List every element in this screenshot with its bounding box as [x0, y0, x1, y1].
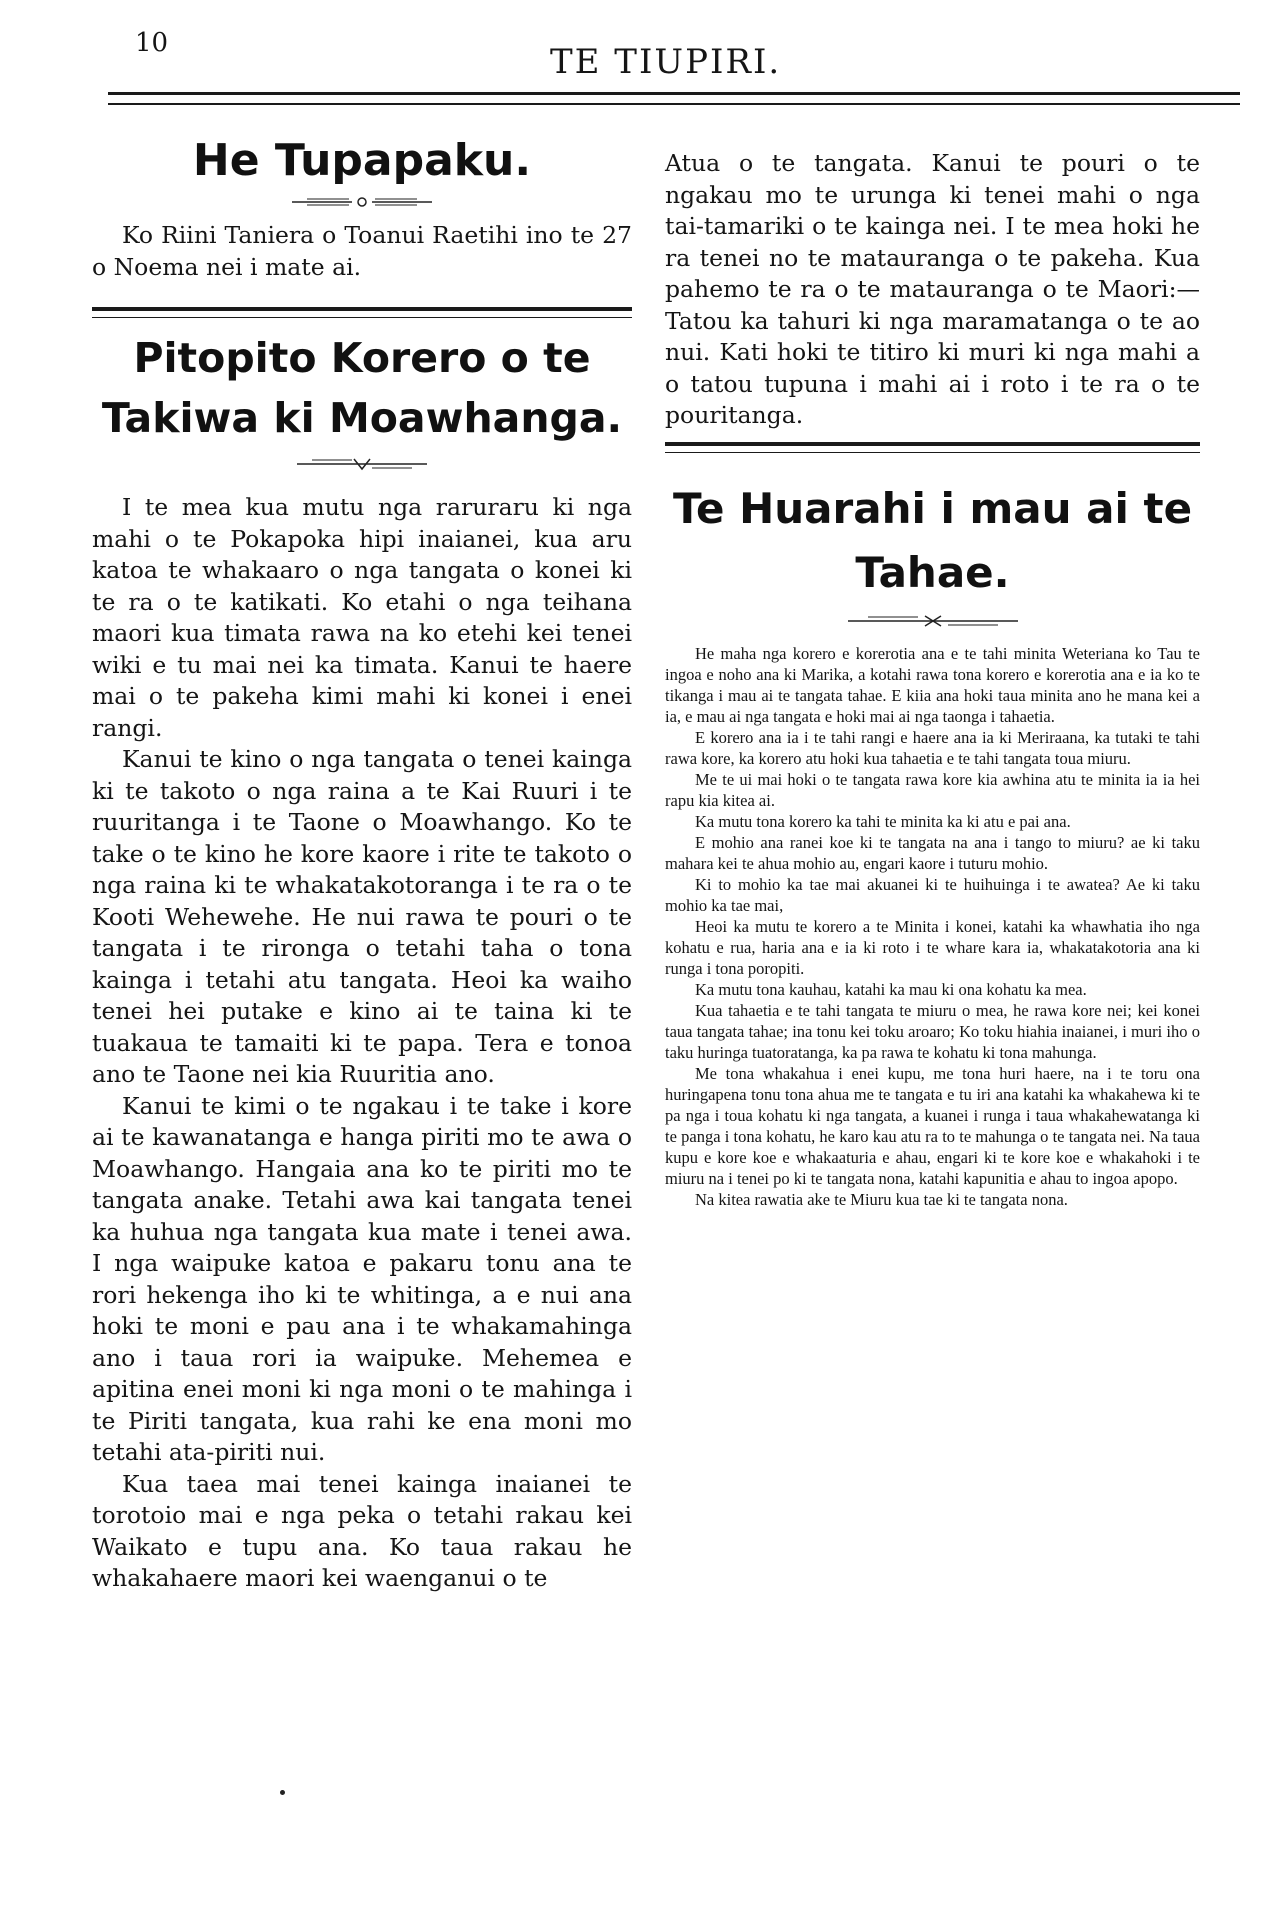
story-paragraph: Ka mutu tona kauhau, katahi ka mau ki ona kohatu ka mea.	[695, 979, 1087, 999]
death-notice-title: He Tupapaku.	[192, 135, 532, 186]
story-paragraph: Ka mutu tona korero ka tahi te minita ka ki atu e pai ana.	[695, 811, 1071, 831]
news-paragraph: Kanui te kino o nga tangata o tenei kainga ki te takoto o nga raina a te Kai Ruuri i te ruuritanga i te Taone o Moawhango. Ko te take o te kino he kore kaore i rite te takoto o nga raina ki te whakatakotoranga i te ra o te Kooti Wehewehe. He nui rawa te pouri o te tangata i te rironga o tetahi taha o tona kainga i tetahi atu tangata. Heoi ka waiho tenei hei putake e kino ai te taina ki te tuakaua te tamaiti ki te papa. Tera e tonoa ano te Taone nei kia Ruuritia ano.	[92, 745, 632, 1088]
news-paragraph: I te mea kua mutu nga raruraru ki nga mahi o te Pokapoka hipi inaianei, kua aru katoa te whakaaro o nga tangata o konei ki te ra o te katikati. Ko etahi o nga teihana maori kua timata rawa na ko etehi kei tenei wiki e tu mai nei ka timata. Kanui te haere mai o te pakeha kimi mahi ki konei i enei rangi.	[92, 493, 632, 742]
death-notice-text: Ko Riini Taniera o Toanui Raetihi ino te 27 o Noema nei i mate ai.	[92, 221, 632, 281]
news-paragraph: Kanui te kimi o te ngakau i te take i kore ai te kawanatanga e hanga piriti mo te awa o Moawhango. Hangaia ana ko te piriti mo te tangata anake. Tetahi awa kai tangata tenei ka huhua nga tangata kua mate i tenei awa. I nga waipuke katoa e pakaru tonu ana te rori hekenga iho ki te whitinga, a e nui ana hoki te moni e pau ana i te whakamahinga ano i taua rori ia waipuke. Mehemea e apitina enei moni ki nga moni o te mahinga i te Piriti tangata, kua rahi ke ena moni mo tetahi ata-piriti nui.	[92, 1091, 632, 1466]
story-paragraph: E korero ana ia i te tahi rangi e haere ana ia ki Meriraana, ka tutaki te tahi rawa kore, ka korero atu hoki kua tahaetia e te tahi tangata toua miuru.	[665, 727, 1200, 768]
story-paragraph: E mohio ana ranei koe ki te tangata na ana i tango to miuru? ae ki taku mahara kei te ahua mohio au, engari kaore i tuturu mohio.	[665, 832, 1200, 873]
section-rule	[92, 307, 632, 318]
page-number: 10	[135, 28, 169, 58]
story-paragraph: Me te ui mai hoki o te tangata rawa kore kia awhina atu te minita ia ia hei rapu kia kitea ai.	[665, 769, 1200, 810]
ornament-divider-icon	[292, 456, 432, 472]
story-paragraph: Me tona whakahua i enei kupu, me tona huri haere, na i te toru ona huringapena tonu tona ahua me te tangata e tu iri ana katahi ka whakahewa ki te pa nga i toua kohatu ki nga tangata, a kuanei i runga i taua whakahewatanga ki te panga i tona kohatu, he karo kau atu ra to te mahunga o te tangata nei. Na taua kupu e kore koe e whakaaturia e ahau, engari ki te kore koe e whakahoki i te miuru na i tenei po ki te tangata nona, katahi kapunitia e ahau to ingoa apopo.	[665, 1063, 1200, 1188]
story-paragraph: Ki to mohio ka tae mai akuanei ki te huihuinga i te awatea? Ae ki taku mohio ka tae mai,	[665, 874, 1200, 915]
story-paragraph: Kua tahaetia e te tahi tangata te miuru o mea, he rawa kore nei; kei konei taua tangata tahae; ina tonu kei toku aroaro; Ko toku hiahia inaianei, i muri iho o taku huringa tuatoratanga, ka pa rawa te kohatu ki tona mahunga.	[665, 1000, 1200, 1062]
news-paragraph: Kua taea mai tenei kainga inaianei te torotoio mai e nga peka o tetahi rakau kei Waikato e tupu ana. Ko taua rakau he whakahaere maori kei waenganui o te	[92, 1469, 632, 1592]
right-column	[665, 100, 1200, 1210]
left-column	[92, 100, 632, 1595]
story-paragraph: He maha nga korero e korerotia ana e te tahi minita Weteriana ko Tau te ingoa e noho ana ki Marika, a kotahi rawa tona korero e korerotia ana e ia ko te tikanga i mau ai te tangata tahae. E kiia ana hoki taua minita ano he mana kei a ia, e mau ai nga tangata e hoki mai ai nga taonga i tahaetia.	[665, 643, 1200, 726]
ornament-divider-icon	[287, 194, 437, 210]
running-title: TE TIUPIRI.	[550, 42, 782, 82]
story-paragraph: Na kitea rawatia ake te Miuru kua tae ki te tangata nona.	[695, 1189, 1068, 1209]
continuation-text: Atua o te tangata. Kanui te pouri o te ngakau mo te urunga ki tenei mahi o nga tai-tamariki o te kainga nei. I te mea hoki he ra tenei no te matauranga o te pakeha. Kua pahemo te ra o te matauranga o te Maori:—Tatou ka tahuri ki nga maramatanga o te ao nui. Kati hoki te titiro ki muri ki nga mahi a o tatou tupuna i mahi ai i roto i te ra o te pouritanga.	[665, 149, 1200, 429]
print-dot	[280, 1790, 285, 1795]
ornament-divider-icon	[843, 613, 1023, 629]
news-article-title: Pitopito Korero o te Takiwa ki Moawhanga.	[101, 334, 623, 442]
story-paragraph: Heoi ka mutu te korero a te Minita i konei, katahi ka whawhatia iho nga kohatu e rua, haria ana e ia ki roto i te whare kara ia, whakatakotoria ana ki runga i tona poropiti.	[665, 916, 1200, 978]
section-rule	[665, 442, 1200, 453]
story-title: Te Huarahi i mau ai te Tahae.	[672, 483, 1193, 597]
